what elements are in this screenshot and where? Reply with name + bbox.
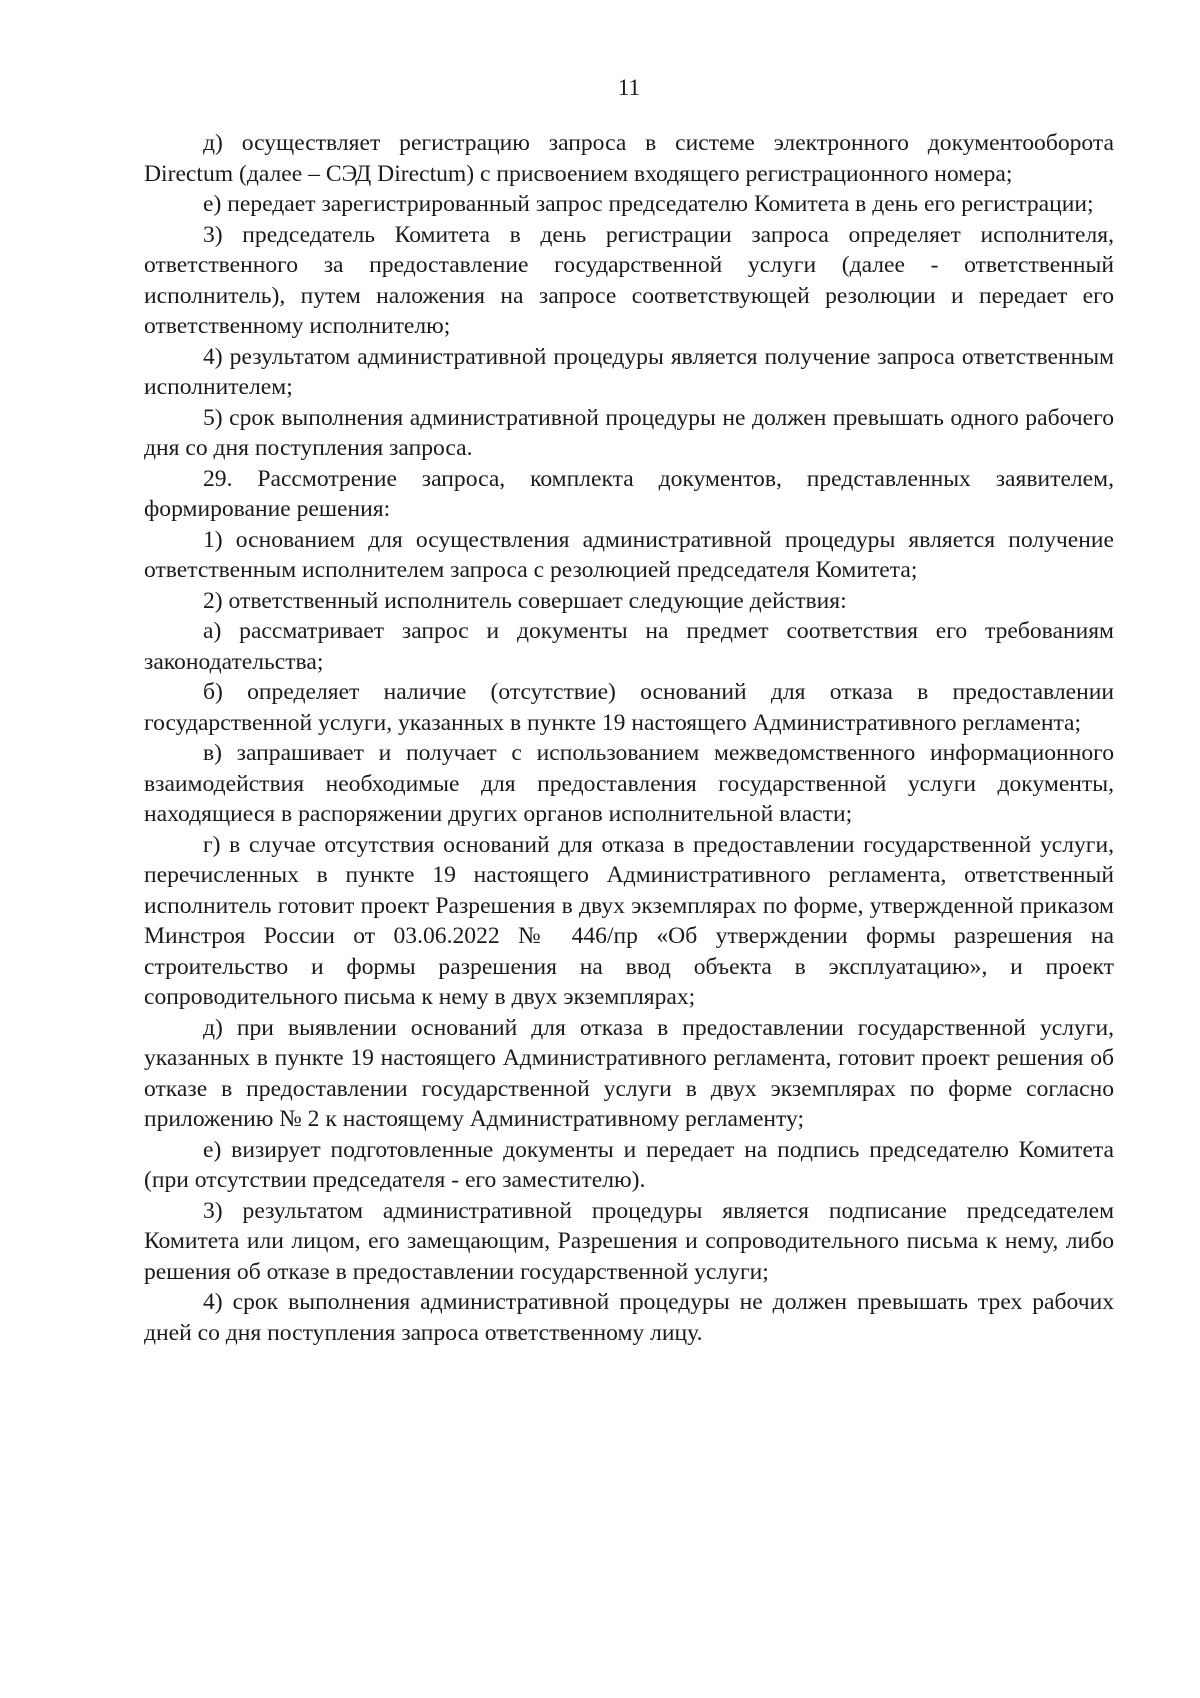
paragraph-29-review: 29. Рассмотрение запроса, комплекта документов, представленных заявителем, формирование решения: (144, 465, 1114, 522)
paragraph-3-chairman: 3) председатель Комитета в день регистрации запроса определяет исполнителя, ответственного за предоставление государственной услуги (далее - ответственный исполнитель), путем наложения на запросе соответствующей резолюции и передает его ответственному исполнителю; (144, 221, 1114, 339)
paragraph-d-refusal: д) при выявлении оснований для отказа в предоставлении государственной услуги, указанных в пункте 19 настоящего Административного регламента, готовит проект решения об отказе в предоставлении государственной услуги в двух экземплярах по форме согласно приложению № 2 к настоящему Административному регламенту; (144, 1014, 1114, 1132)
paragraph-a-review-docs: а) рассматривает запрос и документы на предмет соответствия его требованиям законодательства; (144, 618, 1114, 675)
paragraph-b-grounds: б) определяет наличие (отсутствие) оснований для отказа в предоставлении государственной услуги, указанных в пункте 19 настоящего Административного регламента; (144, 679, 1114, 736)
paragraph-3-result-signing: 3) результатом административной процедуры является подписание председателем Комитета или лицом, его замещающим, Разрешения и сопроводительного письма к нему, либо решения об отказе в предоставлении государственной услуги; (144, 1197, 1114, 1285)
paragraph-4-result: 4) результатом административной процедуры является получение запроса ответственным исполнителем; (144, 343, 1114, 400)
paragraph-g-prepare-permit: г) в случае отсутствия оснований для отказа в предоставлении государственной услуги, перечисленных в пункте 19 настоящего Административного регламента, ответственный исполнитель готовит проект Разрешения в двух экземплярах по форме, утвержденной приказом Минстроя России от 03.06.2022 № 446/пр «Об утверждении формы разрешения на строительство и формы разрешения на ввод объекта в эксплуатацию», и проект сопроводительного письма к нему в двух экземплярах; (144, 831, 1114, 1010)
paragraph-e-transfer: е) передает зарегистрированный запрос председателю Комитета в день его регистрации; (203, 191, 1094, 217)
paragraph-v-request: в) запрашивает и получает с использованием межведомственного информационного взаимодействия необходимые для предоставления государственной услуги документы, находящиеся в распоряжении других органов исполнительной власти; (144, 740, 1114, 827)
paragraph-1-basis: 1) основанием для осуществления административной процедуры является получение ответственным исполнителем запроса с резолюцией председателя Комитета; (144, 526, 1114, 583)
paragraph-5-deadline: 5) срок выполнения административной процедуры не должен превышать одного рабочего дня со дня поступления запроса. (144, 404, 1114, 461)
paragraph-e-approve: е) визирует подготовленные документы и передает на подпись председателю Комитета (при отсутствии председателя - его заместителю). (144, 1136, 1114, 1193)
paragraph-d-registration: д) осуществляет регистрацию запроса в системе электронного документооборота Directum (далее – СЭД Directum) с присвоением входящего регистрационного номера; (144, 130, 1114, 187)
page-number: 11 (617, 75, 641, 100)
paragraph-4-deadline: 4) срок выполнения административной процедуры не должен превышать трех рабочих дней со дня поступления запроса ответственному лицу. (144, 1289, 1114, 1346)
paragraph-2-actions: 2) ответственный исполнитель совершает следующие действия: (203, 587, 847, 614)
document-body (144, 128, 1114, 1348)
